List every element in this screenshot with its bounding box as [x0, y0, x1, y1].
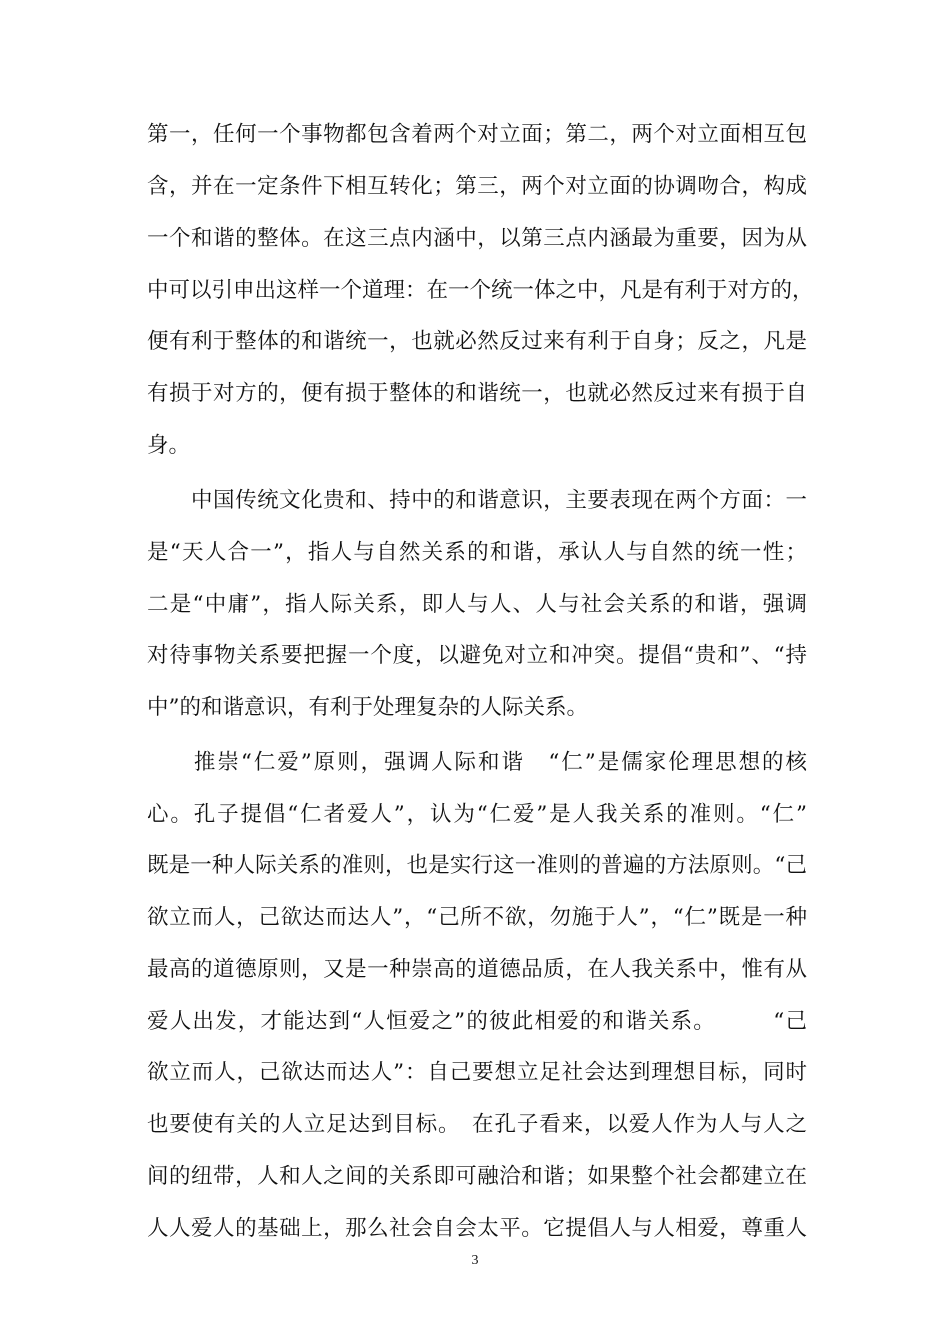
paragraph-1-line-2: 含，并在一定条件下相互转化；第三，两个对立面的协调吻合，构成: [147, 174, 807, 199]
paragraph-2-line-2: 是“天人合一”，指人与自然关系的和谐，承认人与自然的统一性；: [147, 540, 807, 565]
paragraph-1-line-5: 便有利于整体的和谐统一，也就必然反过来有利于自身；反之，凡是: [147, 329, 807, 354]
paragraph-2-line-3: 二是“中庸”，指人际关系，即人与人、人与社会关系的和谐，强调: [147, 592, 807, 617]
paragraph-3-line-7: 欲立而人，己欲达而达人”：自己要想立足社会达到理想目标，同时: [147, 1060, 807, 1085]
paragraph-3-line-1: 推崇“仁爱”原则，强调人际和谐 “仁”是儒家伦理思想的核: [147, 750, 807, 775]
paragraph-1-line-6: 有损于对方的，便有损于整体的和谐统一，也就必然反过来有损于自: [147, 381, 807, 406]
paragraph-2-line-1: 中国传统文化贵和、持中的和谐意识，主要表现在两个方面：一: [147, 488, 807, 513]
paragraph-1-line-4: 中可以引申出这样一个道理：在一个统一体之中，凡是有利于对方的，: [147, 278, 814, 303]
page-number: 3: [471, 1253, 479, 1268]
paragraph-1-line-1: 第一，任何一个事物都包含着两个对立面；第二，两个对立面相互包: [147, 122, 807, 147]
paragraph-3-line-9: 间的纽带，人和人之间的关系即可融洽和谐；如果整个社会都建立在: [147, 1164, 807, 1189]
paragraph-3-line-3: 既是一种人际关系的准则，也是实行这一准则的普遍的方法原则。“己: [147, 853, 807, 878]
paragraph-3-line-5: 最高的道德原则，又是一种崇高的道德品质，在人我关系中，惟有从: [147, 957, 807, 982]
paragraph-3-line-6: 爱人出发，才能达到“人恒爱之”的彼此相爱的和谐关系。 “己: [147, 1009, 807, 1034]
paragraph-2-line-5: 中”的和谐意识，有利于处理复杂的人际关系。: [147, 695, 588, 720]
paragraph-3-line-8: 也要使有关的人立足达到目标。 在孔子看来，以爱人作为人与人之: [147, 1112, 807, 1137]
paragraph-3-line-2: 心。孔子提倡“仁者爱人”，认为“仁爱”是人我关系的准则。“仁”: [147, 802, 807, 827]
paragraph-3-line-10: 人人爱人的基础上，那么社会自会太平。它提倡人与人相爱，尊重人: [147, 1216, 807, 1241]
paragraph-1-line-7: 身。: [147, 433, 191, 458]
paragraph-3-line-4: 欲立而人，己欲达而达人”，“己所不欲，勿施于人”，“仁”既是一种: [147, 905, 807, 930]
paragraph-1-line-3: 一个和谐的整体。在这三点内涵中，以第三点内涵最为重要，因为从: [147, 226, 807, 251]
paragraph-2-line-4: 对待事物关系要把握一个度，以避免对立和冲突。提倡“贵和”、“持: [147, 643, 807, 668]
